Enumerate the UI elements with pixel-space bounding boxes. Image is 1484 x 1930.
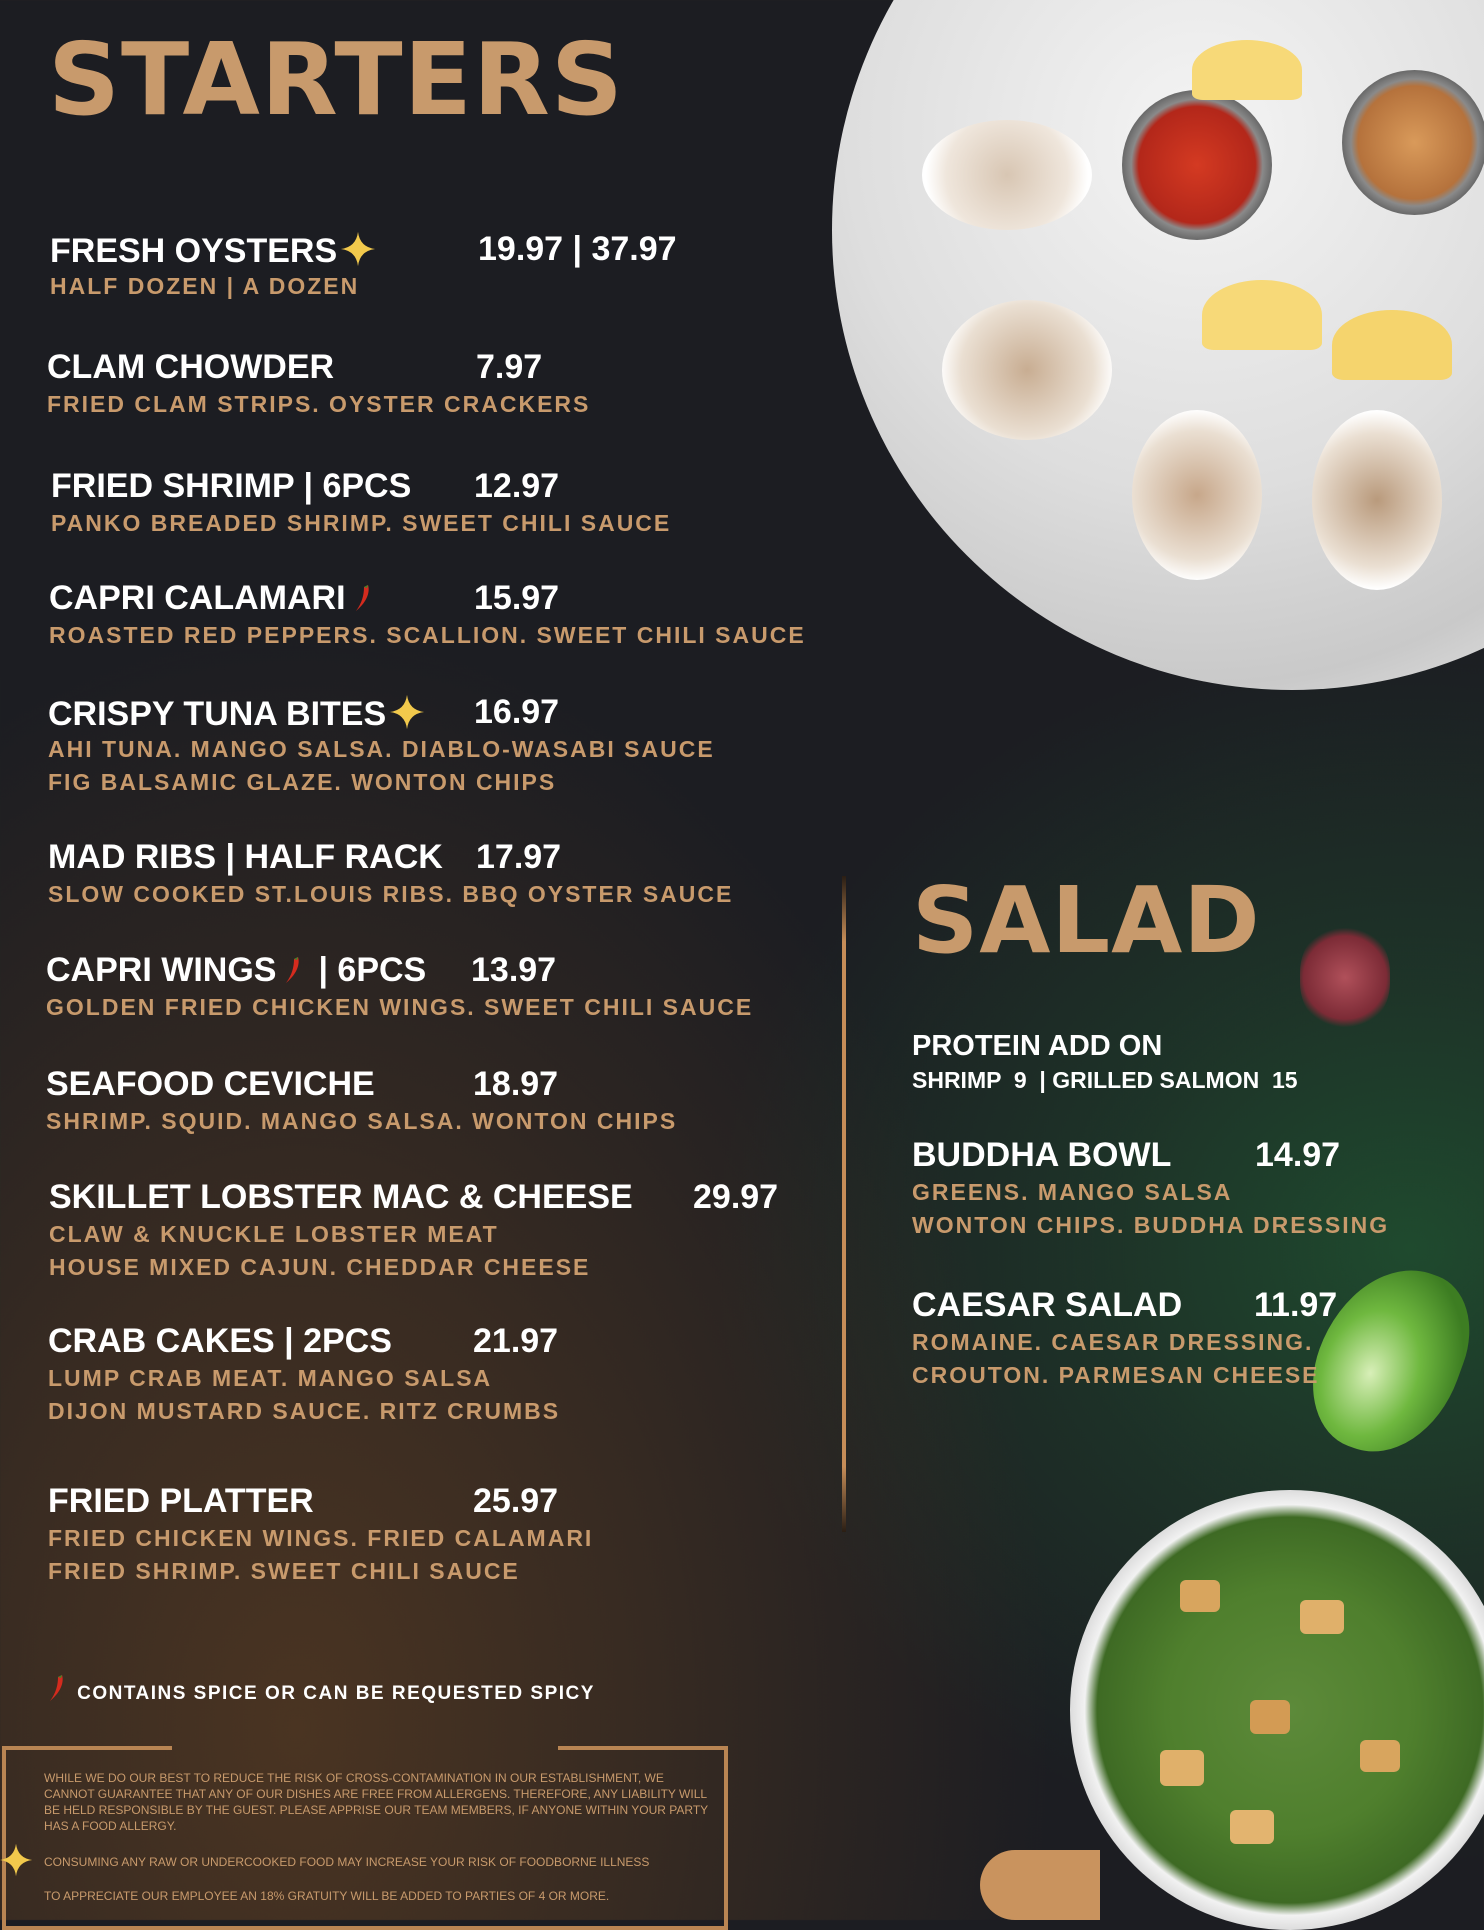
menu-item-name: SEAFOOD CEVICHE xyxy=(46,1065,375,1103)
menu-item-price: 18.97 xyxy=(473,1065,559,1103)
menu-item-description: PANKO BREADED SHRIMP. SWEET CHILI SAUCE xyxy=(51,510,672,536)
oyster-platter-photo xyxy=(832,0,1484,690)
menu-item-name: CAPRI CALAMARI xyxy=(49,579,346,617)
menu-item-name: CRAB CAKES | 2PCS xyxy=(48,1322,392,1360)
menu-item-description: GOLDEN FRIED CHICKEN WINGS. SWEET CHILI SAUCE xyxy=(46,994,754,1020)
menu-item-description: AHI TUNA. MANGO SALSA. DIABLO-WASABI SAUCE xyxy=(48,736,715,762)
spice-legend-text: CONTAINS SPICE OR CAN BE REQUESTED SPICY xyxy=(77,1683,595,1704)
menu-item-description: HALF DOZEN | A DOZEN xyxy=(50,273,360,299)
menu-item xyxy=(48,693,715,799)
salad-item-description: GREENS. MANGO SALSA xyxy=(912,1179,1233,1205)
salad-heading: SALAD xyxy=(912,867,1261,974)
menu-item-name: MAD RIBS | HALF RACK xyxy=(48,838,443,876)
sparkle-star-icon xyxy=(388,693,426,731)
caesar-salad-bowl-photo xyxy=(1070,1490,1484,1930)
menu-item-name: FRIED SHRIMP | 6PCS xyxy=(51,467,412,505)
menu-item-name: SKILLET LOBSTER MAC & CHEESE xyxy=(49,1178,633,1216)
salad-item-description: CROUTON. PARMESAN CHEESE xyxy=(912,1362,1320,1388)
menu-item-name: CLAM CHOWDER xyxy=(47,348,335,386)
menu-item xyxy=(49,1178,779,1284)
menu-item-description: FRIED SHRIMP. SWEET CHILI SAUCE xyxy=(48,1558,520,1584)
menu-item-price: 19.97 | 37.97 xyxy=(478,230,677,268)
menu-item-price: 13.97 xyxy=(471,951,557,989)
menu-item-price: 7.97 xyxy=(476,348,543,386)
chili-pepper-icon xyxy=(282,955,304,985)
menu-item-description: CLAW & KNUCKLE LOBSTER MEAT xyxy=(49,1221,499,1247)
chili-pepper-icon xyxy=(352,583,374,613)
menu-item-price: 16.97 xyxy=(474,693,560,731)
menu-item-description: SLOW COOKED ST.LOUIS RIBS. BBQ OYSTER SAUCE xyxy=(48,881,734,907)
menu-item-description: FRIED CLAM STRIPS. OYSTER CRACKERS xyxy=(47,391,591,417)
allergen-notice-box xyxy=(2,1746,728,1930)
salad-item-description: WONTON CHIPS. BUDDHA DRESSING xyxy=(912,1212,1390,1238)
menu-item-price: 15.97 xyxy=(474,579,560,617)
menu-item-description: ROASTED RED PEPPERS. SCALLION. SWEET CHILI SAUCE xyxy=(49,622,806,648)
salad-item xyxy=(912,1136,1389,1242)
menu-item xyxy=(48,1322,560,1428)
box-top-right-rule xyxy=(558,1746,728,1750)
column-divider xyxy=(842,876,846,1532)
menu-item-price: 17.97 xyxy=(476,838,562,876)
protein-add-on-options: SHRIMP 9 | GRILLED SALMON 15 xyxy=(912,1067,1298,1093)
menu-item-price: 12.97 xyxy=(474,467,560,505)
romaine-leaf-photo xyxy=(1292,1247,1484,1473)
allergy-notice: WHILE WE DO OUR BEST TO REDUCE THE RISK OF CROSS-CONTAMINATION IN OUR ESTABLISHMENT, WE CANNOT GUARANTEE THAT ANY OF OUR DISHES ARE FREE FROM ALLERGENS. THEREFORE, ANY LIABILITY WILL BE HELD RESPONSIBLE BY THE GUEST. PLEASE APPRISE OUR TEAM MEMBERS, IF ANYONE WITHIN YOUR PARTY HAS A FOOD ALLERGY. xyxy=(44,1771,708,1833)
menu-item-name: CAPRI WINGS xyxy=(46,951,277,989)
menu-item-portion: | 6PCS xyxy=(318,951,427,989)
menu-item-name: FRIED PLATTER xyxy=(48,1482,314,1520)
menu-item xyxy=(50,230,677,303)
red-lettuce-garnish xyxy=(1300,925,1390,1030)
menu-item xyxy=(48,838,733,911)
salad-item xyxy=(912,1286,1338,1392)
menu-item-description: FRIED CHICKEN WINGS. FRIED CALAMARI xyxy=(48,1525,594,1551)
gratuity-notice: TO APPRECIATE OUR EMPLOYEE AN 18% GRATUITY WILL BE ADDED TO PARTIES OF 4 OR MORE. xyxy=(44,1889,610,1903)
cutting-board-handle xyxy=(980,1850,1100,1920)
spice-legend xyxy=(46,1673,595,1705)
menu-item xyxy=(49,579,806,652)
protein-add-on-title: PROTEIN ADD ON xyxy=(912,1030,1163,1062)
menu-item-price: 29.97 xyxy=(693,1178,779,1216)
salad-item-name: BUDDHA BOWL xyxy=(912,1136,1172,1174)
menu-item-description: LUMP CRAB MEAT. MANGO SALSA xyxy=(48,1365,493,1391)
protein-add-on xyxy=(912,1030,1298,1094)
menu-item-price: 25.97 xyxy=(473,1482,559,1520)
salad-item-description: ROMAINE. CAESAR DRESSING. xyxy=(912,1329,1314,1355)
menu-item-name: FRESH OYSTERS xyxy=(50,232,338,270)
starters-heading: STARTERS xyxy=(48,21,624,138)
raw-food-warning: CONSUMING ANY RAW OR UNDERCOOKED FOOD MAY INCREASE YOUR RISK OF FOODBORNE ILLNESS xyxy=(44,1855,650,1869)
salad-item-price: 14.97 xyxy=(1255,1136,1341,1174)
menu-item-description: FIG BALSAMIC GLAZE. WONTON CHIPS xyxy=(48,769,557,795)
menu-item xyxy=(46,951,753,1024)
box-top-left-rule xyxy=(2,1746,172,1750)
menu-item xyxy=(51,467,671,540)
menu-item xyxy=(48,1482,593,1588)
menu-item-description: HOUSE MIXED CAJUN. CHEDDAR CHEESE xyxy=(49,1254,591,1280)
menu-item xyxy=(47,348,590,421)
menu-item xyxy=(46,1065,677,1138)
menu-item-description: SHRIMP. SQUID. MANGO SALSA. WONTON CHIPS xyxy=(46,1108,678,1134)
chili-pepper-icon xyxy=(46,1673,68,1703)
menu-item-price: 21.97 xyxy=(473,1322,559,1360)
menu-item-name: CRISPY TUNA BITES xyxy=(48,695,387,733)
sparkle-star-icon xyxy=(0,1842,34,1878)
salad-item-name: CAESAR SALAD xyxy=(912,1286,1183,1324)
sparkle-star-icon xyxy=(339,230,377,268)
salad-item-price: 11.97 xyxy=(1254,1286,1338,1324)
menu-item-description: DIJON MUSTARD SAUCE. RITZ CRUMBS xyxy=(48,1398,561,1424)
